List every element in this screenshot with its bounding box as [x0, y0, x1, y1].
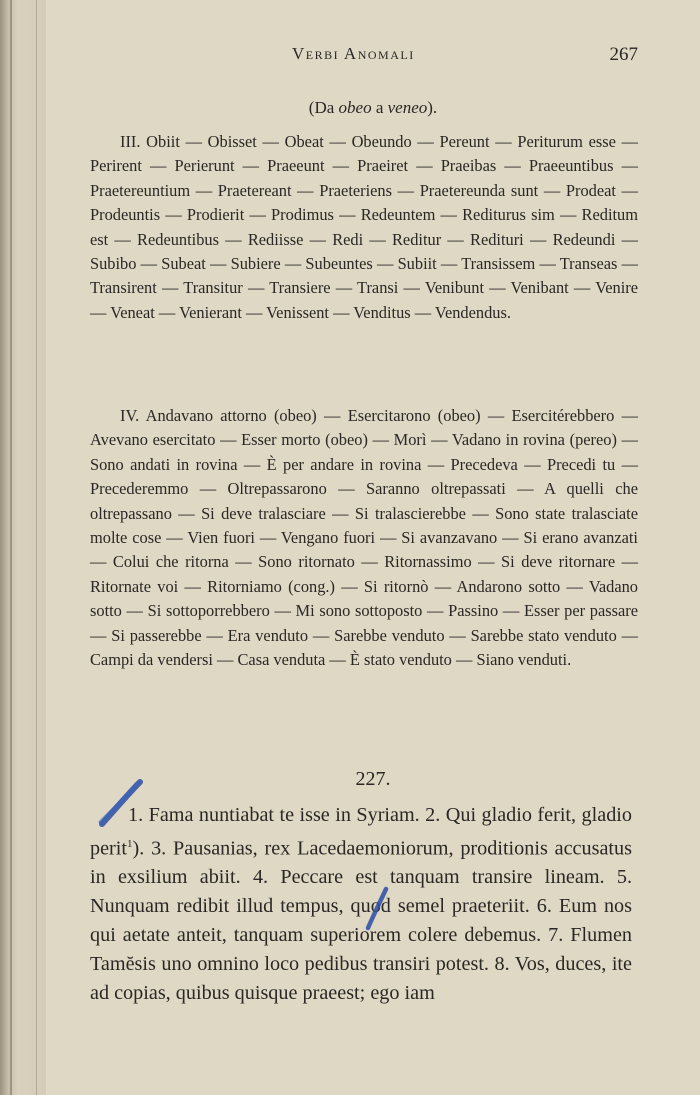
subtitle-word-veneo: veneo [387, 98, 428, 117]
exercise-number: 227. [355, 768, 391, 790]
section-iv-text: IV. Andavano attorno (obeo) — Esercitarono (obeo) — Esercitérebbero — Avevano esercitato — Esser morto (obeo) — Morì — Vadano in rovina (pereo) — Sono andati in rovina — È per andare in rovina — Precedeva — Precedi tu — Precederemmo — Oltrepassarono — Saranno oltrepassati — A quelli che oltrepassano — Si deve tralasciare — Si tralascierebbe — Sono state tralasciate molte cose — Vien fuori — Vengano fuori — Si avanzavano — Si erano avanzati — Colui che ritorna — Sono ritornato — Ritornassimo — Si deve ritornare — Ritornate voi — Ritorniamo (cong.) — Si ritornò — Andarono sotto — Vadano sotto — Si sottoporrebbero — Mi sono sottoposto — Passino — Esser per passare — Si passerebbe — Era venduto — Sarebbe venduto — Sarebbe stato venduto — Campi da vendersi — Casa venduta — È stato venduto — Siano venduti. [90, 406, 638, 670]
book-spine-shadow [0, 0, 46, 1095]
subtitle-word-obeo: obeo [338, 98, 372, 117]
subtitle-close: ). [427, 98, 438, 117]
exercise-text-part1: 1. Fama nuntiabat te isse in Syriam. 2. Qui gladio ferit, gladio perit [90, 804, 632, 860]
page-number: 267 [609, 44, 638, 65]
exercise-227 [90, 801, 632, 1007]
footnote-marker: 1 [127, 837, 133, 850]
spine-fold-line [36, 0, 37, 1095]
section-iii-text: III. Obiit — Obisset — Obeat — Obeundo — Pereunt — Periturum esse — Perirent — Perierunt — Praeeunt — Praeiret — Praeibas — Praeeuntibus — Praetereuntium — Praetereant — Praeteriens — Praetereunda sunt — Prodeat — Prodeuntis — Prodierit — Prodimus — Redeuntem — Rediturus sim — Reditum est — Redeuntibus — Rediisse — Redi — Reditur — Redituri — Redeundi — Subibo — Subeat — Subiere — Subeuntes — Subiit — Transissem — Transeas — Transirent — Transitur — Transiere — Transi — Venibunt — Venibant — Venire — Veneat — Venierant — Venissent — Venditus — Vendendus. [90, 132, 638, 322]
subtitle-middle: a [371, 98, 388, 117]
exercise-section-iii [90, 130, 638, 325]
running-head: Verbi Anomali [292, 44, 415, 63]
subtitle-open: (Da [308, 98, 339, 117]
exercise-227-paragraph [90, 801, 632, 1007]
exercise-section-iv [90, 404, 638, 672]
spine-edge-line [10, 0, 12, 1095]
page-header [46, 44, 700, 72]
book-page [46, 0, 700, 1095]
section-subtitle [46, 98, 700, 118]
exercise-text-part2: ). 3. Pausanias, rex Lacedaemoniorum, proditionis accusatus in exsilium abiit. 4. Peccare est tanquam transire lineam. 5. Nunquam redibit illud tempus, quod semel praeteriit. 6. Eum nos qui aetate anteit, tanquam superiorem colere debemus. 7. Flumen Tamĕsis uno omnino loco pedibus transiri potest. 8. Vos, duces, ite ad copias, quibus quisque praeest; ego iam [90, 837, 632, 1004]
